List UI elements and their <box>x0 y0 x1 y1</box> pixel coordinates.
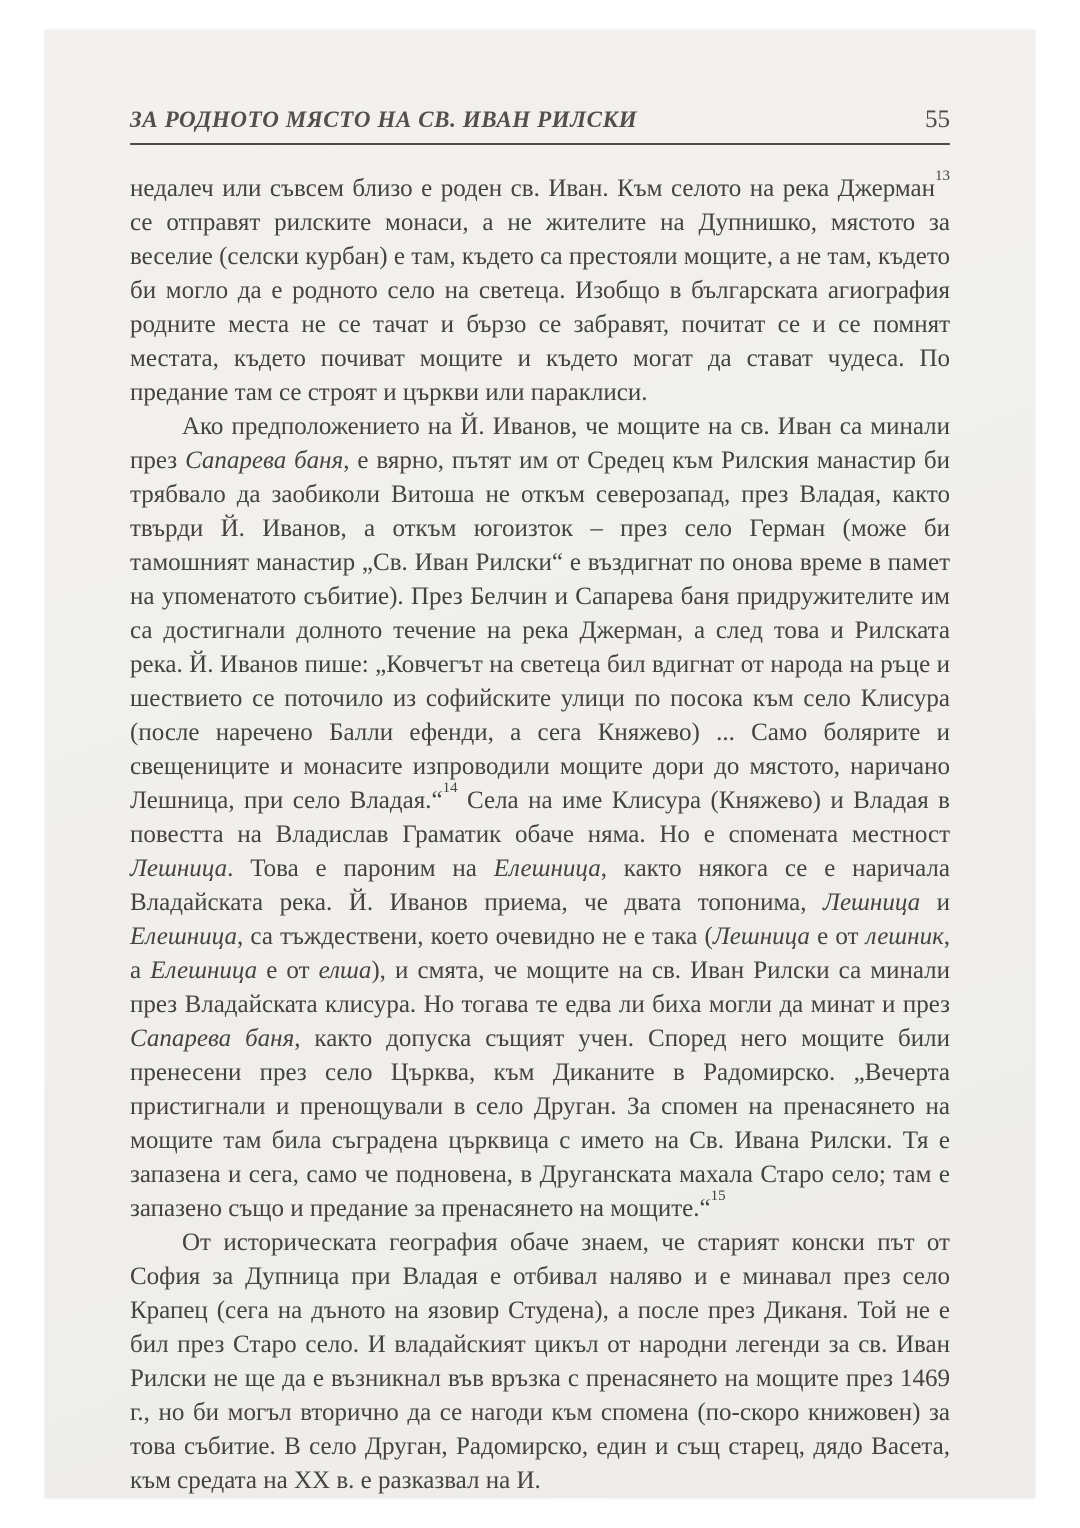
footnote-reference: 13 <box>935 167 950 184</box>
paragraph <box>130 1226 950 1498</box>
text-run: От историческата география обаче знаем, че старият конски път от София за Дупница при Владая е отбивал наляво и е минавал през село Крапец (сега на дъното на язовир Студена), а после през Диканя. Той не е бил през Старо село. И владайският цикъл от народни легенди за св. Иван Рилски не ще да е възникнал във връзка с пренасянето на мощите през 1469 г., но би могъл вторично да се нагоди към спомена (по-скоро книжовен) за това събитие. В село Друган, Радомирско, един и същ старец, дядо Васета, към средата на ХХ в. е разказвал на И. <box>130 1229 950 1494</box>
text-run: Ако предположението на Й. Иванов, че мощите на св. Иван са минали през <box>130 413 950 474</box>
text-run: , а <box>130 923 951 984</box>
text-run: е от <box>809 923 866 950</box>
text-run: ), и смята, че мощите на св. Иван Рилски са минали през Владайската клисура. Но тогава те едва ли биха могли да минат и през <box>130 957 950 1018</box>
page-number: 55 <box>925 106 950 133</box>
text-run: недалеч или съвсем близо е роден св. Иван. Към селото на река Джерман <box>130 175 935 202</box>
text-run: , е вярно, пътят им от Средец към Рилския манастир би трябвало да заобиколи Витоша не откъм северозапад, през Владая, както твърди Й. Иванов, а откъм югоизток – през село Герман (може би тамошният манастир „Св. Иван Рилски“ е въздигнат по онова време в памет на упоменатото събитие). През Белчин и Сапарева баня придружителите им са достигнали долното течение на река Джерман, а след това и Рилската река. Й. Иванов пише: „Ковчегът на светеца бил вдигнат от народа на ръце и шествието се поточило из софийските улици по посока към село Клисура (после наречено Балли ефенди, а сега Княжево) ... Само болярите и свещениците и монасите изпроводили мощите дори до мястото, наричано Лешница, при село Владая.“ <box>130 447 951 814</box>
italic-text: Лешница <box>712 923 810 950</box>
italic-text: Елешница <box>493 855 601 882</box>
text-run: и <box>920 889 950 916</box>
italic-text: Лешница <box>130 855 228 882</box>
text-run: , както допуска същият учен. Според него мощите били пренесени през село Църква, към Диканите в Радомирско. „Вечерта пристигнали и пренощували в село Друган. За спомен на пренасянето на мощите там била съградена църквица с името на Св. Ивана Рилски. Тя е запазена и сега, само че подновена, в Друганската махала Старо село; там е запазено също и предание за пренасянето на мощите.“ <box>130 1025 950 1222</box>
text-run: , са тъждествени, което очевидно не е така ( <box>236 923 713 950</box>
header-rule <box>130 143 950 145</box>
text-run: . Това е пароним на <box>227 855 494 882</box>
scanned-book-page <box>45 30 1035 1498</box>
italic-text: Сапарева баня <box>130 1025 295 1052</box>
text-run: Села на име Клисура (Княжево) и Владая в повестта на Владислав Граматик обаче няма. Но е спомената местност <box>130 787 950 848</box>
footnote-reference: 15 <box>710 1187 726 1204</box>
italic-text: Сапарева баня <box>185 447 344 474</box>
paragraph <box>130 410 950 1226</box>
text-run: , както някога се е наричала Владайската река. Й. Иванов приема, че двата топонима, <box>130 855 950 916</box>
running-header-title: ЗА РОДНОТО МЯСТО НА СВ. ИВАН РИЛСКИ <box>130 107 638 132</box>
italic-text: Лешница <box>823 889 921 916</box>
text-run: се отправят рилските монаси, а не жителите на Дупнишко, мястото за веселие (селски курбан) е там, където са престояли мощите, а не там, където би могло да е родното село на светеца. Изобщо в българската агиография родните места не се тачат и бързо се забравят, почитат се и се помнят местата, където почиват мощите и където могат да стават чудеса. По предание там се строят и църкви или параклиси. <box>130 209 950 406</box>
body-text <box>130 167 951 1498</box>
page-content <box>45 30 1035 1498</box>
italic-text: елша <box>318 957 372 984</box>
footnote-reference: 14 <box>442 779 458 796</box>
italic-text: Елешница <box>130 923 237 950</box>
running-header <box>130 106 950 134</box>
paragraph <box>130 167 950 410</box>
italic-text: Елешница <box>150 957 258 984</box>
italic-text: лешник <box>865 923 944 950</box>
text-run: е от <box>257 957 319 984</box>
